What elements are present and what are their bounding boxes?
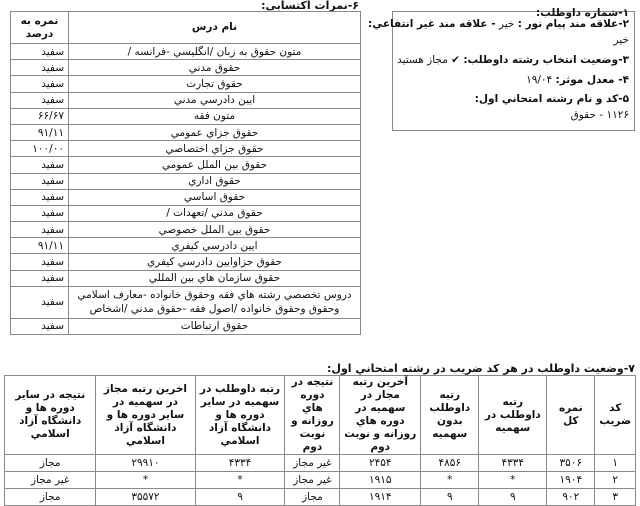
rank-cell: ۳ (595, 489, 636, 506)
rank-cell: ۲۴۵۴ (340, 455, 421, 472)
rank-row (5, 455, 636, 472)
grades-section-title: ۶-نمرات اکتسابی: (261, 0, 359, 12)
rank-cell: * (421, 472, 479, 489)
course-grade: سفيد (11, 222, 69, 238)
rank-cell: * (479, 472, 547, 489)
rank-cell: ۱ (595, 455, 636, 472)
course-name: حقوق جزاوايين دادرسي كيفري (69, 254, 361, 270)
grade-row (11, 76, 361, 92)
grade-row (11, 318, 361, 334)
course-name: حقوق جزاي عمومي (69, 124, 361, 140)
rank-cell: مجاز (5, 489, 96, 506)
grade-row (11, 254, 361, 270)
rank-cell: ۱۹۰۴ (547, 472, 595, 489)
grade-row (11, 108, 361, 124)
rank-cell: ۳۵۰۶ (547, 455, 595, 472)
grade-row (11, 205, 361, 221)
course-grade: ۹۱/۱۱ (11, 124, 69, 140)
course-grade: سفيد (11, 318, 69, 334)
rank-body (5, 455, 636, 506)
rank-cell: * (195, 472, 285, 489)
grade-row (11, 173, 361, 189)
rank-column-header: كد ضريب (595, 376, 636, 455)
effective-gpa-value: ۱۹/۰۴ (526, 74, 553, 86)
rank-column-header: آخرين رتبه مجاز در سهميه در دوره هاي روزانه و نوبت دوم (340, 376, 421, 455)
course-name-header: نام درس (69, 12, 361, 44)
exam-field-label: ۵-كد و نام رشته امتحاني اول: (474, 93, 629, 105)
rank-column-header: نمره كل (547, 376, 595, 455)
rank-column-header: نتيجه در دوره هاي روزانه و نوبت دوم (285, 376, 340, 455)
course-grade: سفيد (11, 60, 69, 76)
rank-cell: ۱۹۱۵ (340, 472, 421, 489)
course-name: حقوق اساسي (69, 189, 361, 205)
course-name: حقوق مدني (69, 60, 361, 76)
gpa-line (526, 74, 629, 87)
rank-cell: ۴۳۳۴ (479, 455, 547, 472)
grades-header-row (11, 12, 361, 44)
rank-cell: ۲۹۹۱۰ (96, 455, 195, 472)
course-name: حقوق ارتباطات (69, 318, 361, 334)
course-name: حقوق بين الملل عمومي (69, 157, 361, 173)
rank-column-header: رتبه داوطلب بدون سهميه (421, 376, 479, 455)
course-grade: ۶۶/۶۷ (11, 108, 69, 124)
field-selection-label: ۳-وضعيت انتخاب رشته داوطلب: (463, 54, 629, 66)
field-selection-value: مجاز هستيد (397, 54, 448, 66)
course-name: حقوق جزاي اختصاصي (69, 141, 361, 157)
course-grade: سفيد (11, 254, 69, 270)
rank-column-header: رتبه داوطلب در سهميه (479, 376, 547, 455)
course-name: متون حقوق به زبان /انگليسي -فرانسه / (69, 44, 361, 60)
grade-percent-header: نمره به درصد (11, 12, 69, 44)
rank-cell: ۲ (595, 472, 636, 489)
course-grade: سفيد (11, 286, 69, 318)
rank-section-title: ۷-وضعيت داوطلب در هر كد ضريب در رشته امتحاني اول: (327, 362, 635, 375)
grade-row (11, 270, 361, 286)
course-grade: سفيد (11, 189, 69, 205)
rank-row (5, 489, 636, 506)
payame-noor-interest-label: ۲-علاقه مند پيام نور : (517, 18, 629, 30)
rank-row (5, 472, 636, 489)
course-name: حقوق سازمان هاي بين المللي (69, 270, 361, 286)
rank-cell: ۴۳۳۴ (195, 455, 285, 472)
non-profit-interest-value: خير (613, 34, 629, 46)
rank-cell: مجاز (5, 455, 96, 472)
rank-cell: * (96, 472, 195, 489)
interest-line (368, 18, 629, 31)
rank-cell: ۱۹۱۴ (340, 489, 421, 506)
grade-row (11, 44, 361, 60)
rank-header-row (5, 376, 636, 455)
grade-row (11, 286, 361, 318)
course-name: دروس تخصصي رشته هاي فقه وحقوق خانواده -معارف اسلامي وحقوق وحقوق خانواده /اصول فقه -حقوق مدني /اشخاص (69, 286, 361, 318)
payame-noor-interest-value: خير (498, 18, 515, 30)
rank-cell: ۳۵۵۷۲ (96, 489, 195, 506)
grade-row (11, 124, 361, 140)
check-icon: ✔ (451, 54, 460, 66)
grades-body (11, 44, 361, 335)
course-grade: سفيد (11, 205, 69, 221)
rank-cell: ۴۸۵۶ (421, 455, 479, 472)
course-grade: سفيد (11, 173, 69, 189)
rank-column-header: اخرين رتبه مجاز در سهميه در ساير دوره ها و دانشگاه آزاد اسلامي (96, 376, 195, 455)
grade-row (11, 189, 361, 205)
candidate-info-box (368, 7, 635, 131)
course-grade: سفيد (11, 157, 69, 173)
grade-row (11, 141, 361, 157)
rank-cell: ۹۰۲ (547, 489, 595, 506)
grade-row (11, 60, 361, 76)
course-name: حقوق تجارت (69, 76, 361, 92)
course-name: حقوق مدني /تعهدات / (69, 205, 361, 221)
grade-row (11, 92, 361, 108)
effective-gpa-label: ۴- معدل موثر: (555, 74, 629, 86)
candidate-number-label: ۱-شماره داوطلب: (536, 7, 629, 19)
field-selection-line (397, 54, 629, 67)
rank-cell: غير مجاز (5, 472, 96, 489)
grade-row (11, 238, 361, 254)
rank-column-header: نتيجه در ساير دوره ها و دانشگاه آزاد اسلامي (5, 376, 96, 455)
course-name: حقوق بين الملل خصوصي (69, 222, 361, 238)
grade-row (11, 222, 361, 238)
course-name: حقوق اداري (69, 173, 361, 189)
course-name: ايين دادرسي كيفري (69, 238, 361, 254)
course-grade: سفيد (11, 270, 69, 286)
rank-cell: ۹ (421, 489, 479, 506)
rank-cell: مجاز (285, 489, 340, 506)
grades-table (10, 11, 361, 335)
rank-cell: غير مجاز (285, 472, 340, 489)
course-grade: سفيد (11, 92, 69, 108)
non-profit-interest-label: - علاقه مند غير انتفاعي: (368, 18, 496, 30)
rank-status-table (4, 375, 636, 506)
rank-cell: غير مجاز (285, 455, 340, 472)
course-grade: سفيد (11, 76, 69, 92)
exam-field-value: ۱۱۲۶ - حقوق (570, 109, 629, 121)
rank-cell: ۹ (479, 489, 547, 506)
rank-cell: ۹ (195, 489, 285, 506)
course-grade: ۹۱/۱۱ (11, 238, 69, 254)
course-grade: سفيد (11, 44, 69, 60)
course-name: ايين دادرسي مدني (69, 92, 361, 108)
course-name: متون فقه (69, 108, 361, 124)
course-grade: ۱۰۰/۰۰ (11, 141, 69, 157)
grade-row (11, 157, 361, 173)
rank-column-header: رتبه داوطلب در سهميه در ساير دوره ها و دانشگاه آزاد اسلامي (195, 376, 285, 455)
